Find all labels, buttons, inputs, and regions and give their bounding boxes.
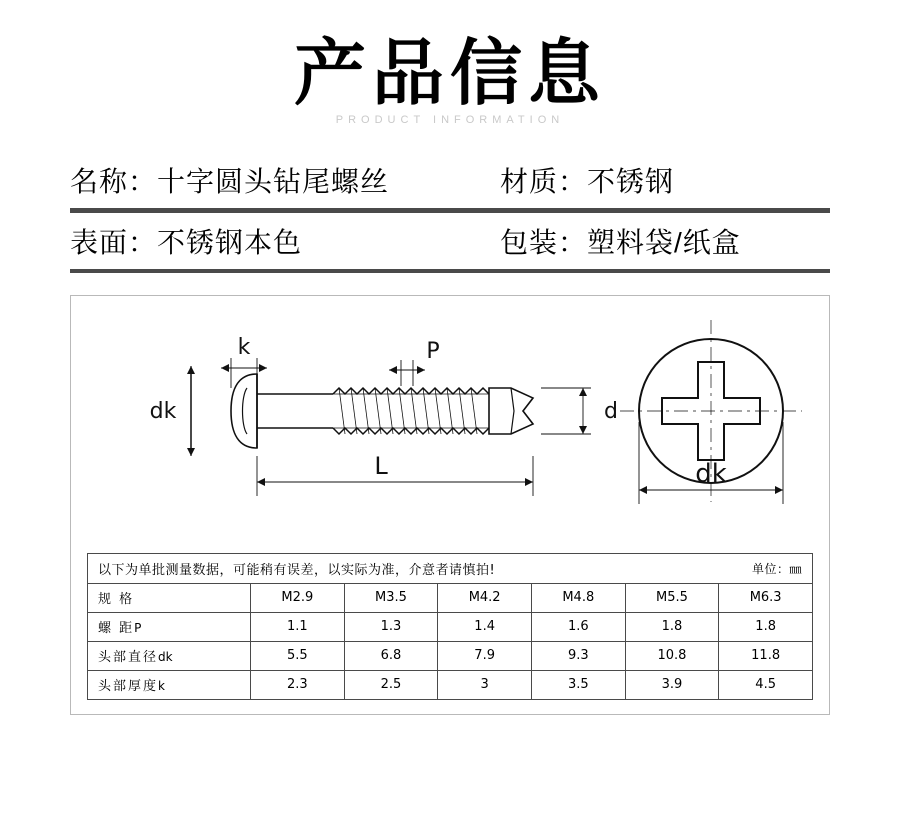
info-cell-material [490,160,830,200]
info-cell-name [70,160,490,200]
screw-technical-drawing-svg [71,296,829,566]
info-label-name: 名称： [70,165,158,197]
spec-cell: 6.8 [344,641,438,670]
spec-row-head-sub: P [134,621,142,636]
spec-cell: M4.2 [438,583,532,612]
spec-cell: 9.3 [531,641,625,670]
info-row-name [70,152,830,208]
spec-cell: 11.8 [719,641,813,670]
spec-cell: 2.3 [251,670,345,699]
info-row-surface [70,213,830,269]
spec-row-head [88,641,251,670]
spec-row-head [88,612,251,641]
spec-cell: M4.8 [531,583,625,612]
info-label-material: 材质： [500,165,588,197]
page-title: 产品信息 [293,31,606,115]
label-dk-side: dk [149,398,177,424]
spec-cell: 10.8 [625,641,719,670]
spec-cell: 1.8 [625,612,719,641]
info-value-material: 不锈钢 [587,165,675,197]
info-value-name: 十字圆头钻尾螺丝 [157,165,390,197]
label-p: P [426,338,440,364]
spec-cell: M3.5 [344,583,438,612]
spec-table-area [87,553,813,700]
label-k: k [237,334,251,360]
screw-drawing [71,296,829,566]
spec-cell: 1.6 [531,612,625,641]
info-cell-surface [70,221,490,261]
spec-note-row [87,553,813,583]
table-row [88,670,813,699]
page-subtitle: PRODUCT INFORMATION [335,113,565,126]
spec-cell: M6.3 [719,583,813,612]
spec-cell: 3.5 [531,670,625,699]
spec-table [87,583,813,700]
info-cell-packaging [490,221,830,261]
spec-cell: 3 [438,670,532,699]
info-value-surface: 不锈钢本色 [157,226,303,258]
spec-cell: 1.3 [344,612,438,641]
spec-row-head-label: 螺 距 [98,621,135,637]
spec-row-head-label: 头部直径 [98,650,159,666]
product-info-table [70,152,830,273]
spec-note-text: 以下为单批测量数据，可能稍有误差，以实际为准，介意者请慎拍! [98,562,496,578]
spec-cell: 1.1 [251,612,345,641]
table-row [88,641,813,670]
spec-row-head [88,670,251,699]
spec-row-head-label: 规 格 [98,592,135,608]
label-dk-top: dk [695,458,727,489]
table-row [88,583,813,612]
spec-row-head-sub: k [158,679,165,694]
spec-cell: 7.9 [438,641,532,670]
spec-cell: 1.4 [438,612,532,641]
spec-cell: 5.5 [251,641,345,670]
spec-cell: 3.9 [625,670,719,699]
info-label-packaging: 包装： [500,226,588,258]
spec-cell: 2.5 [344,670,438,699]
info-label-surface: 表面： [70,226,158,258]
divider-2 [70,269,830,273]
spec-cell: 4.5 [719,670,813,699]
label-d: d [604,398,618,424]
spec-cell: M5.5 [625,583,719,612]
title-block [0,0,900,126]
spec-row-head-label: 头部厚度 [98,679,159,695]
label-l: L [374,451,388,480]
diagram-panel [70,295,830,715]
spec-cell: M2.9 [251,583,345,612]
spec-cell: 1.8 [719,612,813,641]
spec-unit-text: 单位：㎜ [751,561,802,576]
spec-row-head [88,583,251,612]
table-row [88,612,813,641]
spec-row-head-sub: dk [158,650,173,665]
info-value-packaging: 塑料袋/纸盒 [587,226,741,258]
